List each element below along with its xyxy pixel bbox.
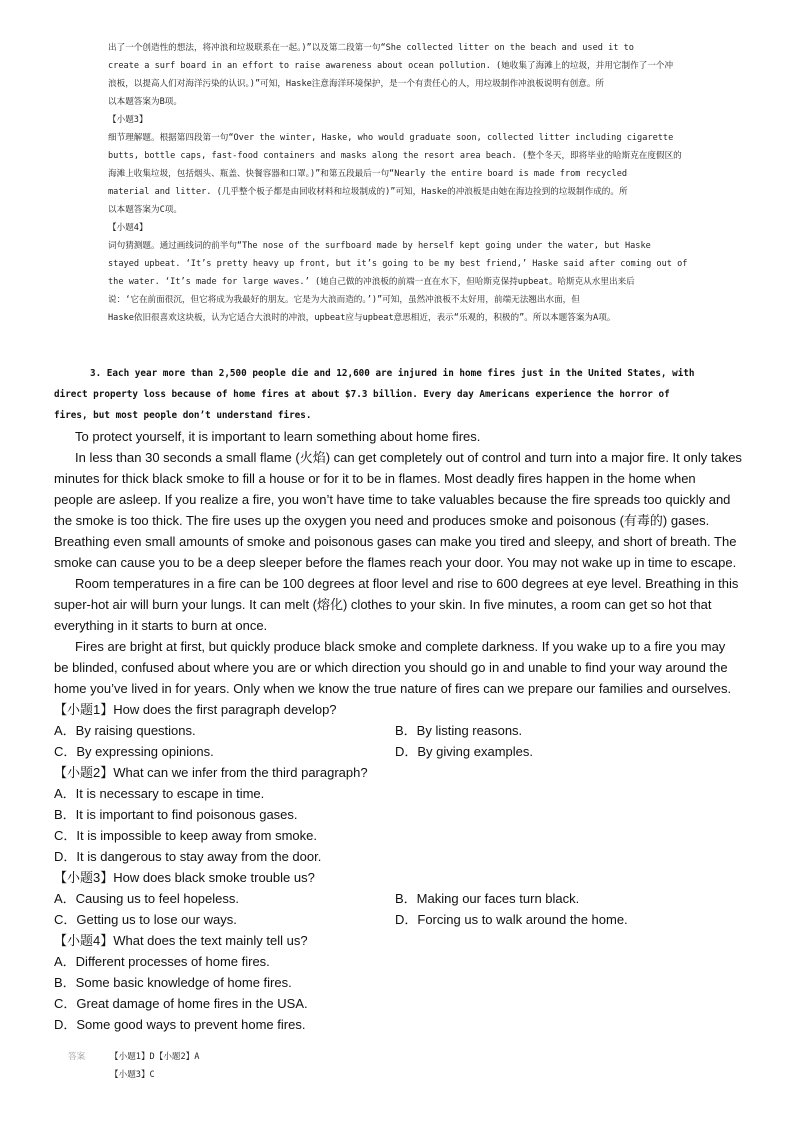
option: D．It is dangerous to stay away from the door. — [54, 849, 322, 864]
answer-label: 答案 — [68, 1052, 86, 1062]
option: C．Great damage of home fires in the USA. — [54, 996, 308, 1011]
explanation-line: 以本题答案为B项。 — [108, 97, 182, 107]
passage-line: people are asleep. If you realize a fire, you won’t have time to take valuables because the fire spreads too quickly and — [54, 492, 731, 507]
option: A．By raising questions. — [54, 723, 196, 738]
explanation-line: 以本题答案为C项。 — [108, 205, 182, 215]
explanation-line: 说：‘它在前面很沉，但它将成为我最好的朋友。它是为大浪而造的。’)”可知，虽然冲浪板不太好用，前端无法翘出水面，但 — [108, 295, 580, 305]
option: B．It is important to find poisonous gases. — [54, 807, 298, 822]
explanation-line: Haske依旧很喜欢这块板，认为它适合大浪时的冲浪，upbeat应与upbeat意思相近，表示“乐观的，积极的”。所以本题答案为A项。 — [108, 313, 616, 323]
passage-line: be blinded, confused about where you are or which direction you should go in and unable to find your way around the — [54, 660, 728, 675]
option: A．It is necessary to escape in time. — [54, 786, 265, 801]
option: D．By giving examples. — [395, 744, 533, 759]
question-stem: 【小题3】How does black smoke trouble us? — [54, 870, 315, 885]
passage-line: In less than 30 seconds a small flame (火焰) can get completely out of control and turn into a major fire. It only takes — [75, 450, 742, 465]
option: D．Some good ways to prevent home fires. — [54, 1017, 306, 1032]
question-list — [54, 699, 744, 1035]
question-stem: 【小题2】What can we infer from the third paragraph? — [54, 765, 368, 780]
explanation-line: stayed upbeat. ‘It’s pretty heavy up front, but it’s going to be my best friend,’ Haske said after coming out of — [108, 259, 688, 269]
passage-line: minutes for thick black smoke to fill a house or for it to be in flames. Most deadly fires happen in the home when — [54, 471, 696, 486]
passage-line: Fires are bright at first, but quickly produce black smoke and complete darkness. If you wake up to a fire you may — [75, 639, 726, 654]
explanation-line: 浪板，以提高人们对海洋污染的认识。)”可知，Haske注意海洋环境保护，是一个有责任心的人，用垃圾制作冲浪板说明有创意。所 — [108, 79, 604, 89]
sub-question-tag: 【小题3】 — [108, 115, 148, 125]
option: A．Causing us to feel hopeless. — [54, 891, 239, 906]
answer-line: 【小题1】D【小题2】A — [110, 1052, 200, 1062]
option: C．Getting us to lose our ways. — [54, 912, 237, 927]
passage-line: home you’ve lived in for years. Only when we know the true nature of fires can we prepare our families and ourselves. — [54, 681, 732, 696]
answer-line: 【小题3】C — [110, 1070, 155, 1080]
answer-block — [68, 1048, 368, 1088]
option: D．Forcing us to walk around the home. — [395, 912, 628, 927]
option-row — [54, 720, 744, 741]
option-row — [54, 909, 744, 930]
option: A．Different processes of home fires. — [54, 954, 270, 969]
explanation-line: 词句猜测题。通过画线词的前半句“The nose of the surfboard made by herself kept going under the water, but Haske — [108, 241, 651, 251]
option: C．By expressing opinions. — [54, 744, 214, 759]
explanation-line: material and litter. (几乎整个板子都是由回收材料和垃圾制成的)”可知，Haske的冲浪板是由她在海边捡到的垃圾制作成的。所 — [108, 187, 628, 197]
passage-line: smoke can cause you to be a deep sleeper before the flames reach your door. You may not wake up in time to escape. — [54, 555, 737, 570]
intro-line: direct property loss because of home fires at about $7.3 billion. Every day Americans experience the horror of — [54, 389, 670, 400]
explanation-line: 细节理解题。根据第四段第一句“Over the winter, Haske, who would graduate soon, collected litter including cigarette — [108, 133, 674, 143]
intro-line: 3. Each year more than 2,500 people die and 12,600 are injured in home fires just in the United States, with — [90, 368, 695, 379]
explanation-line: 海滩上收集垃圾，包括烟头、瓶盖、快餐容器和口罩。)”和第五段最后一句“Nearly the entire board is made from recycled — [108, 169, 628, 179]
passage-line: To protect yourself, it is important to learn something about home fires. — [75, 429, 481, 444]
explanation-line: butts, bottle caps, fast-food containers and masks along the resort area beach. (整个冬天，即将毕业的哈斯克在度假区的 — [108, 151, 682, 161]
explanation-block — [108, 39, 740, 327]
question-stem: 【小题4】What does the text mainly tell us? — [54, 933, 308, 948]
intro-line: fires, but most people don’t understand fires. — [54, 410, 312, 421]
passage-intro — [54, 363, 744, 426]
explanation-line: the water. ‘It’s made for large waves.’ (她自己做的冲浪板的前端一直在水下，但哈斯克保持upbeat。哈斯克从水里出来后 — [108, 277, 635, 287]
passage-line: Room temperatures in a fire can be 100 degrees at floor level and rise to 600 degrees at eye level. Breathing in this — [75, 576, 739, 591]
passage-line: the smoke is too thick. The fire uses up the oxygen you need and produces smoke and poisonous (有毒的) gases. — [54, 513, 710, 528]
option-row — [54, 888, 744, 909]
option: B．By listing reasons. — [395, 723, 523, 738]
option: C．It is impossible to keep away from smoke. — [54, 828, 317, 843]
passage-line: Breathing even small amounts of smoke and poisonous gases can make you tired and sleepy, and short of breath. The — [54, 534, 737, 549]
sub-question-tag: 【小题4】 — [108, 223, 148, 233]
option: B．Making our faces turn black. — [395, 891, 580, 906]
question-stem: 【小题1】How does the first paragraph develop? — [54, 702, 337, 717]
option: B．Some basic knowledge of home fires. — [54, 975, 292, 990]
passage-line: super-hot air will burn your lungs. It can melt (熔化) clothes to your skin. In five minutes, a room can get so hot that — [54, 597, 712, 612]
option-row — [54, 741, 744, 762]
passage-body — [54, 426, 744, 699]
passage-line: everything in it starts to burn at once. — [54, 618, 268, 633]
explanation-line: create a surf board in an effort to raise awareness about ocean pollution. (她收集了海滩上的垃圾，并用它制作了一个冲 — [108, 61, 674, 71]
explanation-line: 出了一个创造性的想法，将冲浪和垃圾联系在一起。)”以及第二段第一句“She collected litter on the beach and used it to — [108, 43, 634, 53]
